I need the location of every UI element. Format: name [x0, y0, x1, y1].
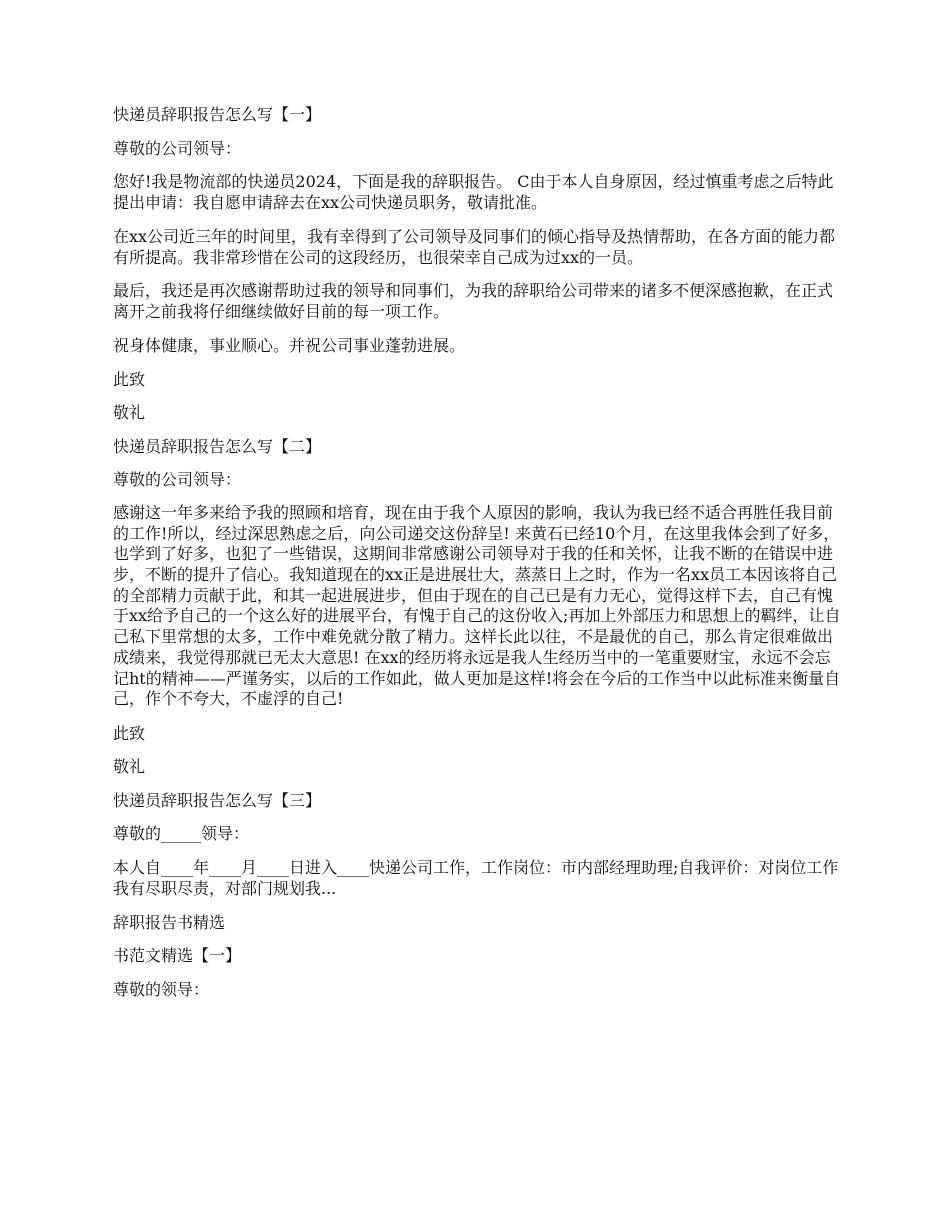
- salutation: 尊敬的公司领导：: [113, 470, 242, 490]
- closing-cizhi: 此致: [113, 369, 146, 389]
- section-heading-3: 快递员辞职报告怎么写【三】: [113, 790, 322, 810]
- salutation: 尊敬的领导：: [113, 979, 210, 999]
- closing-cizhi: 此致: [113, 723, 146, 743]
- closing-jingli: 敬礼: [113, 757, 146, 777]
- section-heading-1: 快递员辞职报告怎么写【一】: [113, 105, 322, 124]
- section-title: 辞职报告书精选: [113, 912, 226, 932]
- section-heading-2: 快递员辞职报告怎么写【二】: [113, 436, 322, 456]
- closing-wish: 祝身体健康，事业顺心。并祝公司事业蓬勃进展。: [113, 335, 466, 355]
- body-paragraph: 您好!我是物流部的快递员2024，下面是我的辞职报告。 C由于本人自身原因，经过慎重考虑之后特此提出申请：我自愿申请辞去在xx公司快递员职务，敬请批准。: [113, 172, 834, 213]
- body-paragraph: 本人自____年____月____日进入____快递公司工作，工作岗位：市内部经理助理;自我评价：对岗位工作我有尽职尽责，对部门规划我...: [113, 857, 839, 898]
- section-heading-4: 书范文精选【一】: [113, 946, 242, 966]
- body-paragraph-long: 感谢这一年多来给予我的照顾和培育，现在由于我个人原因的影响，我认为我已经不适合再胜任我目前的工作!所以，经过深思熟虑之后，向公司递交这份辞呈! 来黄石已经10个月，在这里我体会到了好多，也学到了好多，也犯了一些错误，这期间非常感谢公司领导对于我的任和关怀，让我不断的在错误中进步，不断的提升了信心。我知道现在的xx正是进展壮大，蒸蒸日上之时，作为一名xx员工本因该将自己的全部精力贡献于此，和其一起进展进步，但由于现在的自己已是有力无心，觉得这样下去，自己有愧于xx给予自己的一个这么好的进展平台，有愧于自己的这份收入;再加上外部压力和思想上的羁绊，让自己私下里常想的太多，工作中难免就分散了精力。这样长此以往，不是最优的自己，那么肯定很难做出成绩来，我觉得那就已无太大意思! 在xx的经历将永远是我人生经历当中的一笔重要财宝，永远不会忘记ht的精神——严谨务实，以后的工作如此，做人更加是这样!将会在今后的工作当中以此标准来衡量自己，作个不夸大，不虚浮的自己!: [113, 502, 841, 709]
- document-body: [113, 104, 843, 1012]
- body-paragraph: 在xx公司近三年的时间里，我有幸得到了公司领导及同事们的倾心指导及热情帮助，在各方面的能力都有所提高。我非常珍惜在公司的这段经历，也很荣幸自己成为过xx的一员。: [113, 226, 836, 267]
- body-paragraph: 最后，我还是再次感谢帮助过我的领导和同事们，为我的辞职给公司带来的诸多不便深感抱歉，在正式离开之前我将仔细继续做好目前的每一项工作。: [113, 281, 834, 322]
- salutation: 尊敬的_____领导：: [113, 824, 250, 844]
- closing-jingli: 敬礼: [113, 403, 146, 423]
- salutation: 尊敬的公司领导：: [113, 138, 242, 158]
